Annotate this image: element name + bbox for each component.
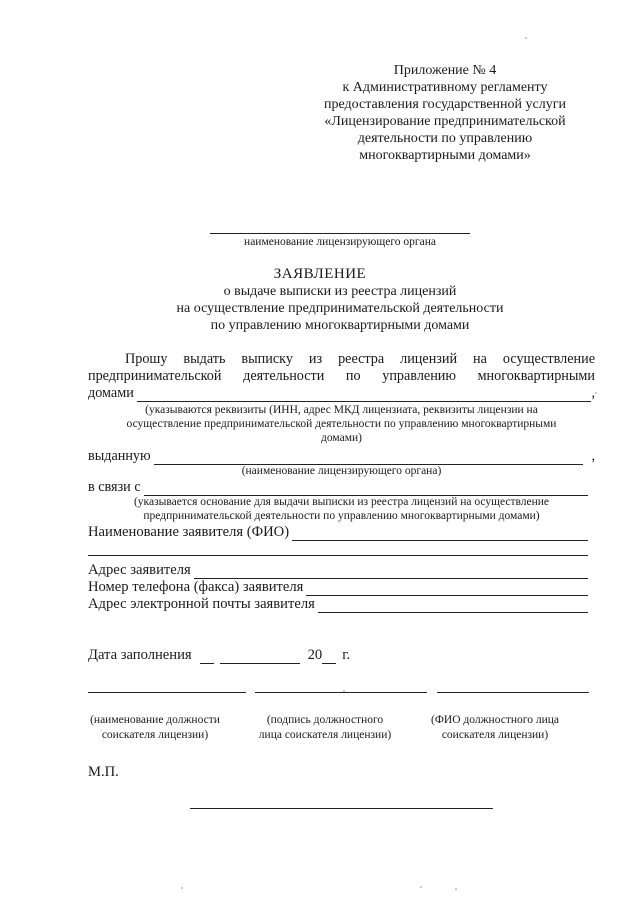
subtitle-line: на осуществление предпринимательской деятельности bbox=[176, 301, 504, 316]
appendix-line: «Лицензирование предпринимательской bbox=[324, 114, 566, 129]
applicant-address-label: Адрес заявителя bbox=[88, 562, 191, 578]
requisites-row bbox=[88, 385, 595, 402]
document-subtitle bbox=[100, 283, 580, 334]
date-row bbox=[88, 647, 378, 664]
document-title: ЗАЯВЛЕНИЕ bbox=[273, 266, 367, 282]
applicant-phone-row bbox=[88, 579, 588, 596]
hint-line: домами) bbox=[321, 432, 362, 444]
scan-speck bbox=[595, 392, 597, 394]
scan-speck bbox=[455, 888, 457, 890]
appendix-number: Приложение № 4 bbox=[393, 63, 497, 78]
authority-name-field[interactable] bbox=[210, 233, 470, 234]
signature-field[interactable] bbox=[255, 692, 427, 693]
full-name-field[interactable] bbox=[437, 692, 589, 693]
full-name-caption bbox=[410, 713, 580, 743]
homes-label: домами bbox=[88, 385, 134, 401]
caption-line: соискателя лицензии) bbox=[101, 729, 209, 741]
date-year-prefix: 20 bbox=[307, 647, 323, 663]
comma: , bbox=[591, 448, 595, 464]
date-year-field[interactable] bbox=[322, 651, 336, 664]
bottom-divider bbox=[190, 808, 493, 809]
caption-line: соискателя лицензии) bbox=[441, 729, 549, 741]
scan-speck bbox=[343, 690, 345, 692]
caption-line: лица соискателя лицензии) bbox=[258, 729, 392, 741]
applicant-name-field[interactable] bbox=[292, 528, 588, 541]
issued-hint: (наименование лицензирующего органа) bbox=[241, 465, 442, 477]
reason-hint bbox=[88, 495, 595, 523]
applicant-phone-label: Номер телефона (факса) заявителя bbox=[88, 579, 304, 595]
applicant-email-label: Адрес электронной почты заявителя bbox=[88, 596, 315, 612]
request-paragraph-line1: Прошу выдать выписку из реестра лицензий на осуществление bbox=[125, 351, 595, 367]
applicant-address-row bbox=[88, 562, 588, 579]
caption-line: (ФИО должностного лица bbox=[431, 714, 559, 726]
authority-caption: наименование лицензирующего органа bbox=[244, 236, 436, 248]
date-suffix: г. bbox=[342, 647, 351, 663]
date-day-field[interactable] bbox=[200, 651, 214, 664]
scan-speck bbox=[420, 886, 422, 888]
hint-line: предпринимательской деятельности по управлению многоквартирными домами) bbox=[143, 510, 540, 522]
signature-caption bbox=[240, 713, 410, 743]
hint-line: осуществление предпринимательской деятельности по управлению многоквартирными bbox=[126, 418, 557, 430]
scan-speck bbox=[525, 37, 527, 39]
caption-line: (подпись должностного bbox=[266, 714, 384, 726]
appendix-line: предоставления государственной услуги bbox=[324, 97, 566, 112]
scan-speck bbox=[181, 887, 183, 889]
appendix-header bbox=[300, 62, 590, 164]
hint-line: (указывается основание для выдачи выписки из реестра лицензий на осуществление bbox=[133, 496, 550, 508]
comma: , bbox=[591, 385, 595, 401]
appendix-line: многоквартирными домами» bbox=[359, 148, 531, 163]
applicant-email-field[interactable] bbox=[318, 600, 588, 613]
applicant-phone-field[interactable] bbox=[306, 583, 588, 596]
position-caption bbox=[70, 713, 240, 743]
caption-line: (наименование должности bbox=[90, 714, 220, 726]
applicant-address-field[interactable] bbox=[194, 566, 588, 579]
position-field[interactable] bbox=[88, 692, 246, 693]
applicant-email-row bbox=[88, 596, 588, 613]
applicant-name-label: Наименование заявителя (ФИО) bbox=[88, 524, 290, 540]
issued-row bbox=[88, 448, 595, 465]
appendix-line: к Административному регламенту bbox=[342, 80, 548, 95]
request-paragraph-line2: предпринимательской деятельности по управлению многоквартирными bbox=[88, 368, 595, 384]
requisites-field[interactable] bbox=[137, 389, 592, 402]
issued-label: выданную bbox=[88, 448, 151, 464]
subtitle-line: по управлению многоквартирными домами bbox=[210, 318, 470, 333]
applicant-name-continuation-field[interactable] bbox=[88, 555, 588, 556]
hint-line: (указываются реквизиты (ИНН, адрес МКД лицензиата, реквизиты лицензии на bbox=[145, 404, 538, 416]
requisites-hint bbox=[88, 403, 595, 445]
appendix-line: деятельности по управлению bbox=[357, 131, 533, 146]
subtitle-line: о выдаче выписки из реестра лицензий bbox=[223, 284, 457, 299]
date-label: Дата заполнения bbox=[88, 647, 192, 663]
reason-label: в связи с bbox=[88, 479, 141, 495]
date-month-field[interactable] bbox=[220, 651, 300, 664]
applicant-name-row bbox=[88, 524, 588, 541]
stamp-place: М.П. bbox=[88, 764, 119, 780]
reason-row bbox=[88, 479, 588, 496]
